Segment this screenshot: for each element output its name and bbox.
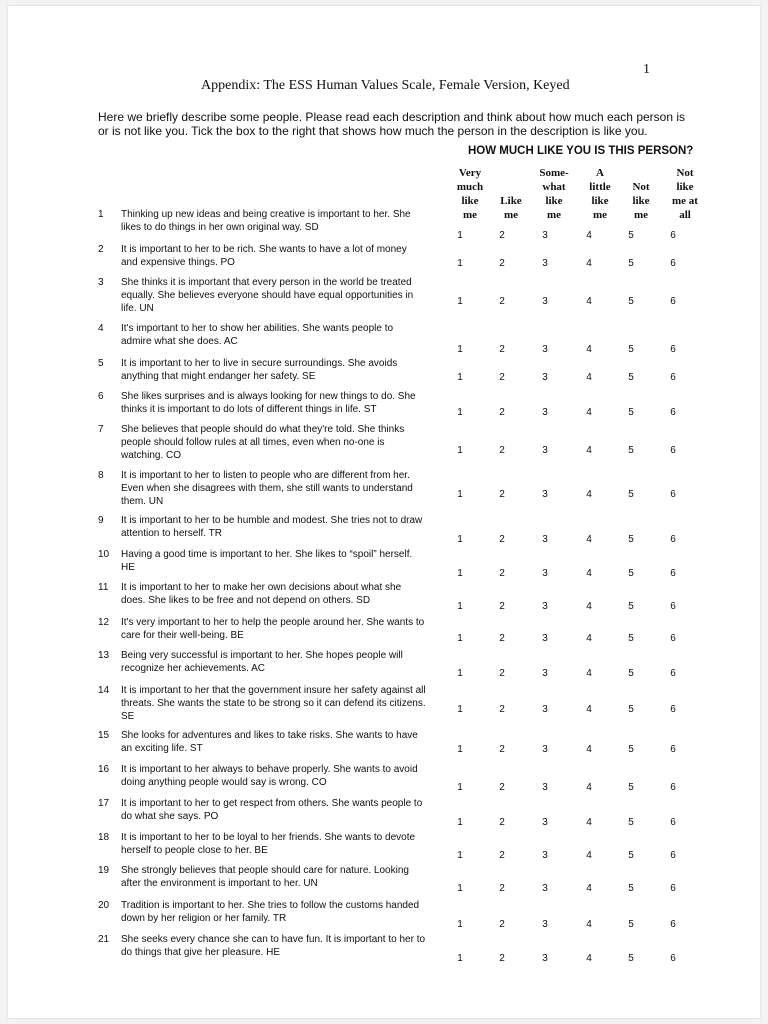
rating-option-3[interactable]: 3: [542, 568, 548, 579]
item-number: 19: [98, 865, 110, 876]
rating-option-6[interactable]: 6: [670, 953, 676, 964]
rating-option-1[interactable]: 1: [457, 633, 463, 644]
item-description: It is important to her to be rich. She wants to have a lot of money and expensive things. PO: [121, 244, 407, 268]
rating-option-2[interactable]: 2: [499, 407, 505, 418]
rating-option-1[interactable]: 1: [457, 230, 463, 241]
rating-option-6[interactable]: 6: [670, 407, 676, 418]
rating-option-4[interactable]: 4: [586, 668, 592, 679]
item-description: It is important to her always to behave properly. She wants to avoid doing anything people would say is wrong. CO: [121, 764, 418, 788]
rating-option-1[interactable]: 1: [457, 704, 463, 715]
rating-option-1[interactable]: 1: [457, 850, 463, 861]
document-title: Appendix: The ESS Human Values Scale, Female Version, Keyed: [201, 78, 570, 93]
rating-option-3[interactable]: 3: [542, 782, 548, 793]
rating-option-3[interactable]: 3: [542, 372, 548, 383]
document-page: [8, 6, 760, 1018]
item-number: 20: [98, 900, 110, 911]
rating-option-5[interactable]: 5: [628, 489, 634, 500]
rating-option-6[interactable]: 6: [670, 883, 676, 894]
item-description: She likes surprises and is always looking for new things to do. She thinks it is important to do lots of different things in life. ST: [121, 391, 416, 415]
item-description: It is important to her to get respect from others. She wants people to do what she says. PO: [121, 798, 423, 822]
page-number: 1: [643, 62, 650, 77]
rating-option-6[interactable]: 6: [670, 850, 676, 861]
rating-option-3[interactable]: 3: [542, 883, 548, 894]
question-heading: HOW MUCH LIKE YOU IS THIS PERSON?: [468, 145, 694, 157]
column-header-not-like-me: Not like me: [632, 181, 650, 221]
item-description: It's important to her to show her abilities. She wants people to admire what she does. AC: [121, 323, 394, 347]
rating-option-2[interactable]: 2: [499, 534, 505, 545]
rating-option-4[interactable]: 4: [586, 568, 592, 579]
rating-option-3[interactable]: 3: [542, 230, 548, 241]
rating-option-6[interactable]: 6: [670, 668, 676, 679]
column-header-like-me: Like me: [500, 195, 522, 221]
rating-option-3[interactable]: 3: [542, 407, 548, 418]
item-description: It is important to her to be loyal to her friends. She wants to devote herself to people close to her. BE: [121, 832, 416, 856]
rating-option-3[interactable]: 3: [542, 817, 548, 828]
item-number: 15: [98, 730, 110, 741]
item-description: It is important to her that the government insure her safety against all threats. She wants the state to be strong so it can defend its citizens. SE: [121, 685, 426, 722]
rating-option-5[interactable]: 5: [628, 633, 634, 644]
rating-option-5[interactable]: 5: [628, 445, 634, 456]
rating-option-1[interactable]: 1: [457, 258, 463, 269]
rating-option-5[interactable]: 5: [628, 568, 634, 579]
rating-option-2[interactable]: 2: [499, 817, 505, 828]
rating-option-4[interactable]: 4: [586, 919, 592, 930]
rating-option-4[interactable]: 4: [586, 601, 592, 612]
rating-option-1[interactable]: 1: [457, 919, 463, 930]
item-number: 5: [98, 358, 104, 369]
item-description: She seeks every chance she can to have fun. It is important to her to do things that give her pleasure. HE: [121, 934, 426, 958]
item-description: It is important to her to be humble and modest. She tries not to draw attention to herself. TR: [121, 515, 423, 539]
column-header-not-like-me-at-all: Not like me at all: [672, 167, 698, 221]
rating-option-2[interactable]: 2: [499, 296, 505, 307]
rating-option-6[interactable]: 6: [670, 445, 676, 456]
item-number: 14: [98, 685, 110, 696]
rating-option-6[interactable]: 6: [670, 817, 676, 828]
rating-option-4[interactable]: 4: [586, 296, 592, 307]
rating-option-6[interactable]: 6: [670, 568, 676, 579]
rating-option-5[interactable]: 5: [628, 534, 634, 545]
rating-option-3[interactable]: 3: [542, 445, 548, 456]
item-number: 21: [98, 934, 110, 945]
item-number: 6: [98, 391, 104, 402]
rating-option-1[interactable]: 1: [457, 534, 463, 545]
rating-option-5[interactable]: 5: [628, 704, 634, 715]
rating-option-6[interactable]: 6: [670, 230, 676, 241]
rating-option-5[interactable]: 5: [628, 782, 634, 793]
rating-option-5[interactable]: 5: [628, 953, 634, 964]
item-number: 3: [98, 277, 104, 288]
rating-option-3[interactable]: 3: [542, 534, 548, 545]
rating-option-6[interactable]: 6: [670, 704, 676, 715]
intro-paragraph: Here we briefly describe some people. Please read each description and think about how much each person is or is not like you. Tick the box to the right that shows how much the person in the description is like you.: [98, 110, 686, 138]
rating-option-1[interactable]: 1: [457, 372, 463, 383]
item-description: She believes that people should do what they're told. She thinks people should follow rules at all times, even when no-one is watching. CO: [121, 424, 405, 461]
rating-option-5[interactable]: 5: [628, 372, 634, 383]
rating-option-6[interactable]: 6: [670, 744, 676, 755]
rating-option-1[interactable]: 1: [457, 782, 463, 793]
rating-option-4[interactable]: 4: [586, 883, 592, 894]
rating-option-4[interactable]: 4: [586, 489, 592, 500]
item-number: 8: [98, 470, 104, 481]
rating-option-2[interactable]: 2: [499, 850, 505, 861]
rating-option-6[interactable]: 6: [670, 601, 676, 612]
rating-option-3[interactable]: 3: [542, 633, 548, 644]
rating-option-1[interactable]: 1: [457, 407, 463, 418]
rating-option-6[interactable]: 6: [670, 296, 676, 307]
rating-option-5[interactable]: 5: [628, 230, 634, 241]
rating-option-4[interactable]: 4: [586, 633, 592, 644]
rating-option-1[interactable]: 1: [457, 668, 463, 679]
rating-option-2[interactable]: 2: [499, 704, 505, 715]
item-description: It is important to her to live in secure surroundings. She avoids anything that might endanger her safety. SE: [121, 358, 398, 382]
rating-option-1[interactable]: 1: [457, 953, 463, 964]
item-description: Being very successful is important to her. She hopes people will recognize her achievements. AC: [121, 650, 403, 674]
rating-option-3[interactable]: 3: [542, 601, 548, 612]
rating-option-3[interactable]: 3: [542, 744, 548, 755]
rating-option-2[interactable]: 2: [499, 953, 505, 964]
rating-option-1[interactable]: 1: [457, 344, 463, 355]
rating-option-5[interactable]: 5: [628, 668, 634, 679]
item-number: 17: [98, 798, 110, 809]
rating-option-4[interactable]: 4: [586, 258, 592, 269]
rating-option-4[interactable]: 4: [586, 344, 592, 355]
rating-option-2[interactable]: 2: [499, 258, 505, 269]
item-description: Thinking up new ideas and being creative is important to her. She likes to do things in her own original way. SD: [121, 209, 411, 233]
rating-option-6[interactable]: 6: [670, 919, 676, 930]
column-header-somewhat-like-me: Some- what like me: [539, 167, 569, 221]
rating-option-3[interactable]: 3: [542, 668, 548, 679]
item-description: She thinks it is important that every person in the world be treated equally. She believes everyone should have equal opportunities in life. UN: [121, 277, 414, 314]
rating-option-4[interactable]: 4: [586, 445, 592, 456]
item-number: 18: [98, 832, 110, 843]
rating-option-1[interactable]: 1: [457, 445, 463, 456]
rating-option-1[interactable]: 1: [457, 817, 463, 828]
rating-option-5[interactable]: 5: [628, 344, 634, 355]
rating-option-2[interactable]: 2: [499, 601, 505, 612]
item-description: Tradition is important to her. She tries to follow the customs handed down by her religion or her family. TR: [121, 900, 420, 924]
rating-option-4[interactable]: 4: [586, 817, 592, 828]
rating-option-6[interactable]: 6: [670, 782, 676, 793]
item-description: Having a good time is important to her. She likes to “spoil” herself. HE: [121, 549, 413, 573]
rating-option-2[interactable]: 2: [499, 445, 505, 456]
item-number: 1: [98, 209, 104, 220]
rating-option-2[interactable]: 2: [499, 744, 505, 755]
rating-option-2[interactable]: 2: [499, 883, 505, 894]
rating-option-3[interactable]: 3: [542, 489, 548, 500]
item-description: It is important to her to make her own decisions about what she does. She likes to be free and not depend on others. SD: [121, 582, 402, 606]
rating-option-4[interactable]: 4: [586, 744, 592, 755]
rating-option-4[interactable]: 4: [586, 230, 592, 241]
item-description: It is important to her to listen to people who are different from her. Even when she disagrees with them, she still wants to understand them. UN: [121, 470, 413, 507]
rating-option-6[interactable]: 6: [670, 534, 676, 545]
rating-option-2[interactable]: 2: [499, 782, 505, 793]
rating-option-5[interactable]: 5: [628, 601, 634, 612]
rating-option-3[interactable]: 3: [542, 344, 548, 355]
rating-option-5[interactable]: 5: [628, 919, 634, 930]
rating-option-6[interactable]: 6: [670, 344, 676, 355]
rating-option-4[interactable]: 4: [586, 534, 592, 545]
rating-option-1[interactable]: 1: [457, 568, 463, 579]
rating-option-5[interactable]: 5: [628, 296, 634, 307]
rating-option-6[interactable]: 6: [670, 258, 676, 269]
rating-option-3[interactable]: 3: [542, 919, 548, 930]
rating-option-6[interactable]: 6: [670, 633, 676, 644]
rating-option-2[interactable]: 2: [499, 568, 505, 579]
rating-option-2[interactable]: 2: [499, 230, 505, 241]
rating-option-3[interactable]: 3: [542, 258, 548, 269]
rating-option-4[interactable]: 4: [586, 850, 592, 861]
rating-option-1[interactable]: 1: [457, 489, 463, 500]
rating-option-1[interactable]: 1: [457, 744, 463, 755]
rating-option-6[interactable]: 6: [670, 372, 676, 383]
rating-option-5[interactable]: 5: [628, 883, 634, 894]
rating-option-4[interactable]: 4: [586, 704, 592, 715]
item-number: 12: [98, 617, 110, 628]
item-number: 4: [98, 323, 104, 334]
rating-option-2[interactable]: 2: [499, 633, 505, 644]
rating-option-3[interactable]: 3: [542, 296, 548, 307]
rating-option-2[interactable]: 2: [499, 489, 505, 500]
rating-option-4[interactable]: 4: [586, 953, 592, 964]
rating-option-2[interactable]: 2: [499, 344, 505, 355]
rating-option-5[interactable]: 5: [628, 744, 634, 755]
rating-option-5[interactable]: 5: [628, 817, 634, 828]
item-description: She strongly believes that people should care for nature. Looking after the environment is important to her. UN: [121, 865, 409, 889]
item-description: It's very important to her to help the people around her. She wants to care for their well-being. BE: [121, 617, 425, 641]
rating-option-3[interactable]: 3: [542, 850, 548, 861]
rating-option-5[interactable]: 5: [628, 258, 634, 269]
item-number: 16: [98, 764, 110, 775]
rating-option-3[interactable]: 3: [542, 953, 548, 964]
rating-option-5[interactable]: 5: [628, 407, 634, 418]
rating-option-6[interactable]: 6: [670, 489, 676, 500]
column-header-very-much-like-me: Very much like me: [456, 167, 484, 221]
item-number: 10: [98, 549, 110, 560]
rating-option-2[interactable]: 2: [499, 372, 505, 383]
item-number: 7: [98, 424, 104, 435]
item-number: 9: [98, 515, 104, 526]
item-number: 2: [98, 244, 104, 255]
item-number: 11: [98, 582, 109, 593]
rating-option-4[interactable]: 4: [586, 407, 592, 418]
rating-option-4[interactable]: 4: [586, 372, 592, 383]
rating-option-5[interactable]: 5: [628, 850, 634, 861]
rating-option-1[interactable]: 1: [457, 296, 463, 307]
rating-option-1[interactable]: 1: [457, 601, 463, 612]
rating-option-4[interactable]: 4: [586, 782, 592, 793]
rating-option-2[interactable]: 2: [499, 668, 505, 679]
rating-option-2[interactable]: 2: [499, 919, 505, 930]
rating-option-1[interactable]: 1: [457, 883, 463, 894]
column-header-a-little-like-me: A little like me: [589, 167, 611, 221]
item-description: She looks for adventures and likes to take risks. She wants to have an exciting life. ST: [121, 730, 418, 754]
rating-option-3[interactable]: 3: [542, 704, 548, 715]
item-number: 13: [98, 650, 110, 661]
